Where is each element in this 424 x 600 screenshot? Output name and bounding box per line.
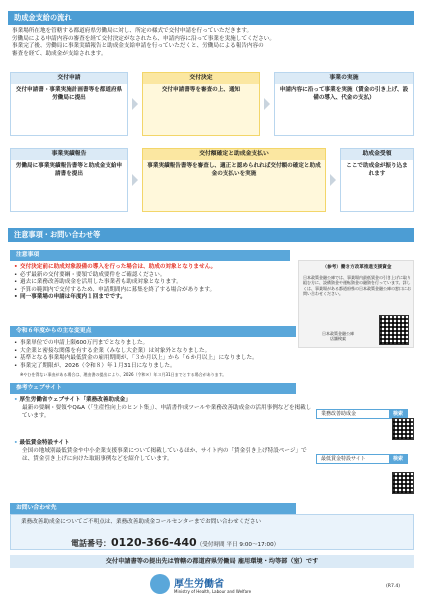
changes-list: [14, 340, 414, 370]
step-head: 事業実績報告: [11, 149, 127, 160]
phone-label: 電話番号：: [71, 539, 111, 548]
step-head: 交付申請: [11, 73, 127, 84]
phone-hours: （受付時間 平日 9:00～17:00）: [196, 542, 280, 548]
ref2-title: • 最低賃金特設サイト: [14, 440, 70, 446]
step-head: 事業の実施: [275, 73, 413, 84]
aside-text: 日本政策金融公庫では、事業場内最低賃金の引き上げに取り組む方に、設備資金や運転資金の融資を行っています。詳しくは、事業場がある都道府県の日本政策金融公庫の窓口にお問い合わせください。: [303, 275, 411, 297]
qr-code-icon[interactable]: [392, 472, 414, 494]
flow-arrow: [330, 174, 336, 186]
contact-header: お問い合わせ先: [10, 503, 296, 514]
list-item: • 必ず最新の交付要綱・要領で助成要件をご確認ください。: [14, 272, 298, 280]
mhlw-logo-icon: [150, 574, 170, 594]
step-body: ここで助成金が振り込まれます: [346, 163, 408, 177]
list-item: • 同一事業場の申請は年度内１回までです。: [14, 294, 298, 302]
phone-number[interactable]: 0120-366-440: [111, 536, 197, 549]
list-item: • 基準となる事業場内最低賃金の雇用期間が、「３か月以上」から「６か月以上」になりました。: [14, 355, 414, 363]
step-head: 助成金受領: [341, 149, 413, 160]
step-head: 交付決定: [143, 73, 259, 84]
step-jisseki-hokoku: [10, 148, 128, 212]
caution-header: 注意事項: [10, 250, 290, 261]
step-body: 交付申請書・事業実施計画書等を都道府県労働局に提出: [15, 87, 123, 101]
list-item: • 事業完了期限が、2026（令和８）年１月31日になりました。: [14, 363, 414, 371]
step-head: 交付額確定と助成金支払い: [143, 149, 325, 160]
aside-box: [298, 260, 414, 348]
flow-arrow: [264, 98, 270, 110]
logo-sub: Ministry of Health, Labour and Welfare: [174, 589, 252, 594]
logo-text: 厚生労働省: [174, 579, 224, 590]
aside-title: （参考）働き方改革推進支援資金: [322, 265, 392, 270]
step-body: 交付申請書等を審査の上、通知: [161, 87, 241, 93]
step-body: 事業実績報告書等を審査し、適正と認められれば交付額の確定と助成金の支払いを実施: [147, 163, 321, 177]
list-item: • 大企業と密接な関係を有する企業（みなし大企業）は対象外となりました。: [14, 348, 414, 356]
list-item: • 交付決定前に助成対象設備の導入を行った場合は、助成の対象となりません。: [14, 264, 298, 272]
step-body: 労働局に事業実績報告書等と助成金支給申請書を提出: [15, 163, 123, 177]
contact-box: [10, 514, 414, 550]
caution-list: [14, 264, 298, 302]
list-item: • 事業単位での申請上限600万円までとなりました。: [14, 340, 414, 348]
ref-header: 参考ウェブサイト: [10, 383, 296, 394]
ref2-body: 全国の地域別最低賃金や中小企業支援事業について掲載しているほか、サイト内の「賃金引き上げ特設ページ」では、賃金引き上げに向けた取組事例などを紹介しています。: [22, 448, 307, 462]
ref1-body: 最新の要綱・要領やQ&A（「生産性向上のヒント集」）、申請書作成ツールや業務改善助成金の活用事例などを掲載しています。: [22, 405, 312, 419]
footer-banner: 交付申請書等の提出先は管轄の都道府県労働局 雇用環境・均等部（室）です: [10, 555, 414, 568]
notes-section-title: 注意事項・お問い合わせ等: [8, 228, 414, 242]
ref1-title: • 厚生労働省ウェブサイト「業務改善助成金」: [14, 397, 131, 403]
search-tag: 検索: [389, 455, 407, 463]
flow-section-title: 助成金支給の流れ: [8, 11, 414, 25]
changes-note: ※やむを得ない事由がある場合は、理由書の提出により、2026（令和８）年３月31日までとする場合があります。: [20, 372, 227, 377]
phone-line: [71, 531, 411, 547]
step-gaku-kakutei: [142, 148, 326, 212]
step-jukyo: [340, 148, 414, 212]
contact-text: 業務改善助成金についてご不明点は、業務改善助成金コールセンターまでお問い合わせください: [21, 519, 262, 525]
flow-arrow: [132, 174, 138, 186]
list-item: • 予算の範囲内で交付するため、申請期間内に募集を終了する場合があります。: [14, 287, 298, 295]
step-kofu-shinsei: [10, 72, 128, 136]
list-item: • 過去に業務改善助成金を活用した事業者も助成対象となります。: [14, 279, 298, 287]
search-tag: 検索: [389, 410, 407, 418]
ref2-search-button[interactable]: 最低賃金特設サイト 検索: [316, 454, 408, 464]
qr-code-icon[interactable]: [392, 418, 414, 440]
changes-header: 令和６年度からの主な変更点: [10, 326, 296, 337]
step-kofu-kettei: [142, 72, 260, 136]
step-body: 申請内容に沿って事業を実施（賃金の引き上げ、設備の導入、代金の支払）: [279, 87, 409, 101]
ref1-search-button[interactable]: 業務改善助成金 検索: [316, 409, 408, 419]
step-jigyo-jisshi: [274, 72, 414, 136]
version-label: (R7.4): [386, 584, 401, 589]
flow-intro: 事業場所在地を管轄する都道府県労働局に対し、所定の様式で交付申請を行っていただきます。 労働局による申請内容の審査を経て交付決定がなされたら、申請内容に沿って事業を実施してください。 事業完了後、労働局に事業実績報告と助成金支給申請を行っていただくと、労働局による報告内容の 審査を経て、助成金が支給されます。: [12, 28, 275, 57]
aside-source: 日本政策金融公庫 店舗検索: [322, 331, 354, 342]
flow-arrow: [132, 98, 138, 110]
